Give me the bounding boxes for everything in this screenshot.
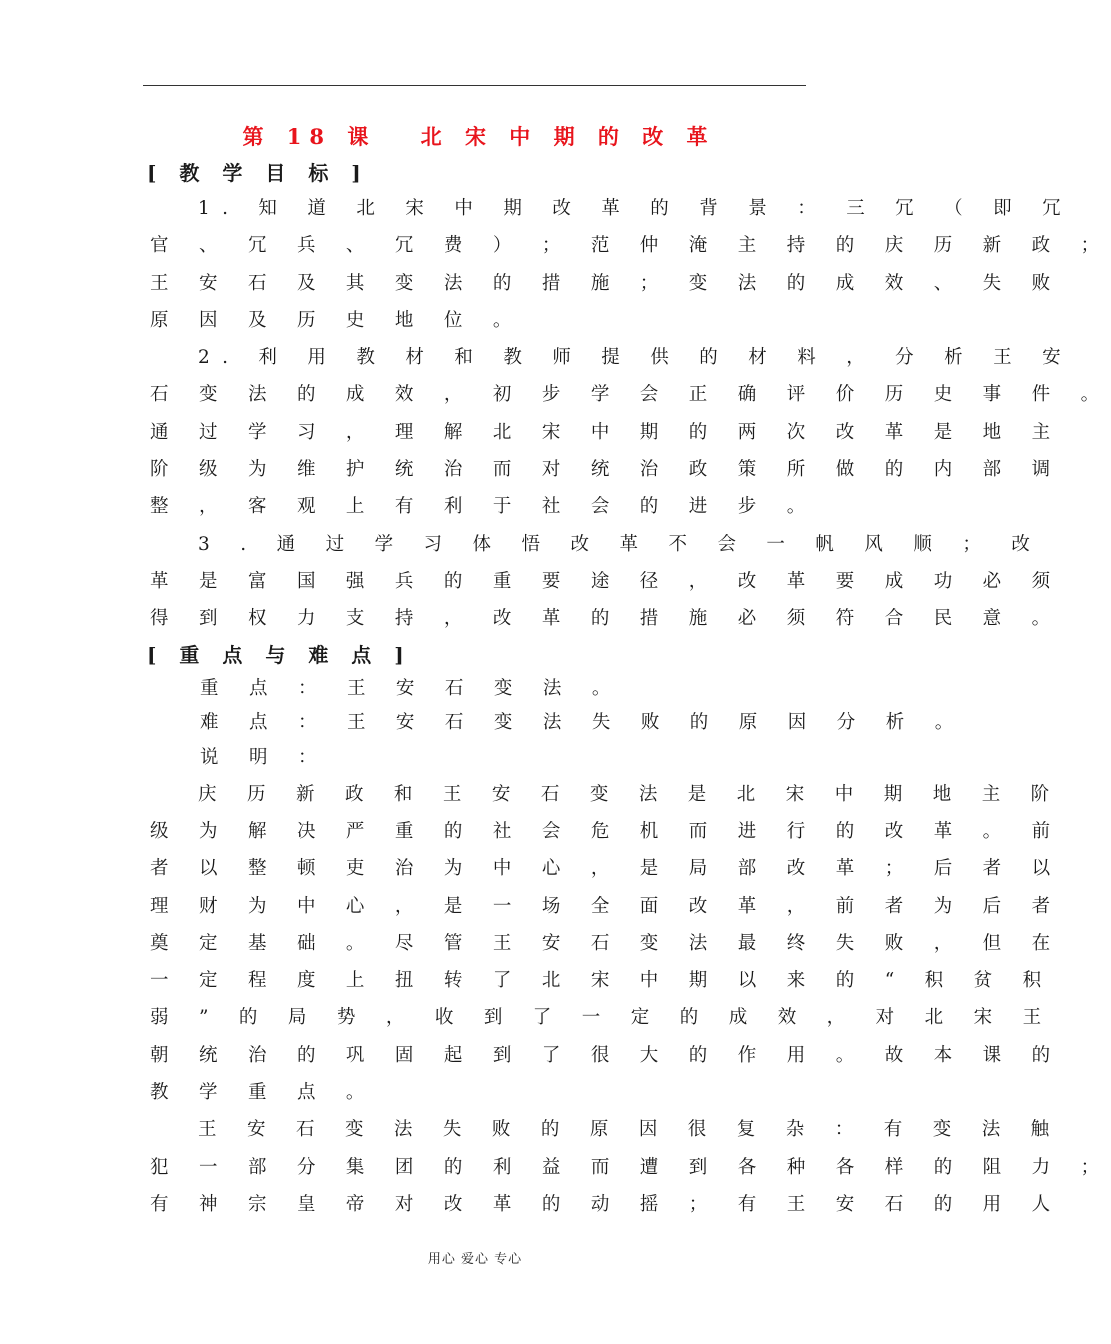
text-line: 朝 统 治 的 巩 固 起 到 了 很 大 的 作 用 。 故 本 课 的 (150, 1044, 1063, 1066)
text-line: 教 学 重 点 。 (150, 1082, 377, 1103)
text-line: 理 财 为 中 心 ， 是 一 场 全 面 改 革 ， 前 者 为 后 者 (150, 895, 1063, 917)
text-line: 官 、 冗 兵 、 冗 费 ） ； 范 仲 淹 主 持 的 庆 历 新 政 ； (150, 235, 1111, 257)
page-footer: 用心 爱心 专心 (427, 1252, 523, 1267)
text-line: 1. 知 道 北 宋 中 期 改 革 的 背 景 ： 三 冗 （ 即 冗 (198, 198, 1073, 219)
lesson-title: 第 18 课 北 宋 中 期 的 改 革 (242, 124, 716, 149)
text-line: 犯 一 部 分 集 团 的 利 益 而 遭 到 各 种 各 样 的 阻 力 ； (150, 1156, 1111, 1178)
difficult-point: 难 点 ： 王 安 石 变 法 失 败 的 原 因 分 析 。 (200, 712, 966, 734)
text-line: 王 安 石 及 其 变 法 的 措 施 ； 变 法 的 成 效 、 失 败 (150, 272, 1063, 294)
key-points-list (150, 672, 966, 776)
text-line: 庆 历 新 政 和 王 安 石 变 法 是 北 宋 中 期 地 主 阶 (198, 783, 1062, 805)
header-rule (143, 85, 806, 86)
text-line: 整 ， 客 观 上 有 利 于 社 会 的 进 步 。 (150, 496, 818, 518)
text-line: 一 定 程 度 上 扭 转 了 北 宋 中 期 以 来 的 “ 积 贫 积 (150, 970, 1054, 992)
objective-1 (150, 190, 1111, 339)
key-point: 重 点 ： 王 安 石 变 法 。 (200, 677, 623, 699)
text-line: 有 神 宗 皇 帝 对 改 革 的 动 摇 ； 有 王 安 石 的 用 人 (150, 1193, 1063, 1215)
text-line: 石 变 法 的 成 效 ， 初 步 学 会 正 确 评 价 历 史 事 件 。 (150, 384, 1111, 406)
explanation-paragraph-2 (150, 1111, 1111, 1223)
text-line: 得 到 权 力 支 持 ， 改 革 的 措 施 必 须 符 合 民 意 。 (150, 608, 1063, 630)
text-line: 者 以 整 顿 吏 治 为 中 心 ， 是 局 部 改 革 ； 后 者 以 (150, 858, 1063, 880)
objectives-heading: [ 教 学 目 标 ] (147, 161, 369, 185)
text-line: 级 为 解 决 严 重 的 社 会 危 机 而 进 行 的 改 革 。 前 (150, 820, 1063, 842)
text-line: 阶 级 为 维 护 统 治 而 对 统 治 政 策 所 做 的 内 部 调 (150, 459, 1063, 481)
text-line: 革 是 富 国 强 兵 的 重 要 途 径 ， 改 革 要 成 功 必 须 (150, 570, 1063, 592)
explanation-paragraph-1 (150, 776, 1063, 1112)
text-line: 通 过 学 习 ， 理 解 北 宋 中 期 的 两 次 改 革 是 地 主 (150, 421, 1063, 443)
objective-2 (150, 339, 1111, 525)
text-line: 弱 ” 的 局 势 ， 收 到 了 一 定 的 成 效 ， 对 北 宋 王 (150, 1007, 1054, 1029)
text-line: 2. 利 用 教 材 和 教 师 提 供 的 材 料 ， 分 析 王 安 (198, 347, 1073, 369)
document-page (147, 118, 1111, 1223)
objective-3 (150, 526, 1063, 638)
key-points-heading: [ 重 点 与 难 点 ] (147, 642, 412, 667)
text-line: 3 . 通 过 学 习 体 悟 改 革 不 会 一 帆 风 顺 ； 改 (198, 533, 1043, 555)
text-line: 奠 定 基 础 。 尽 管 王 安 石 变 法 最 终 失 败 ， 但 在 (150, 932, 1063, 954)
explanation-label: 说 明 ： (200, 746, 329, 768)
text-line: 原 因 及 历 史 地 位 。 (150, 309, 524, 331)
text-line: 王 安 石 变 法 失 败 的 原 因 很 复 杂 ： 有 变 法 触 (198, 1119, 1062, 1141)
